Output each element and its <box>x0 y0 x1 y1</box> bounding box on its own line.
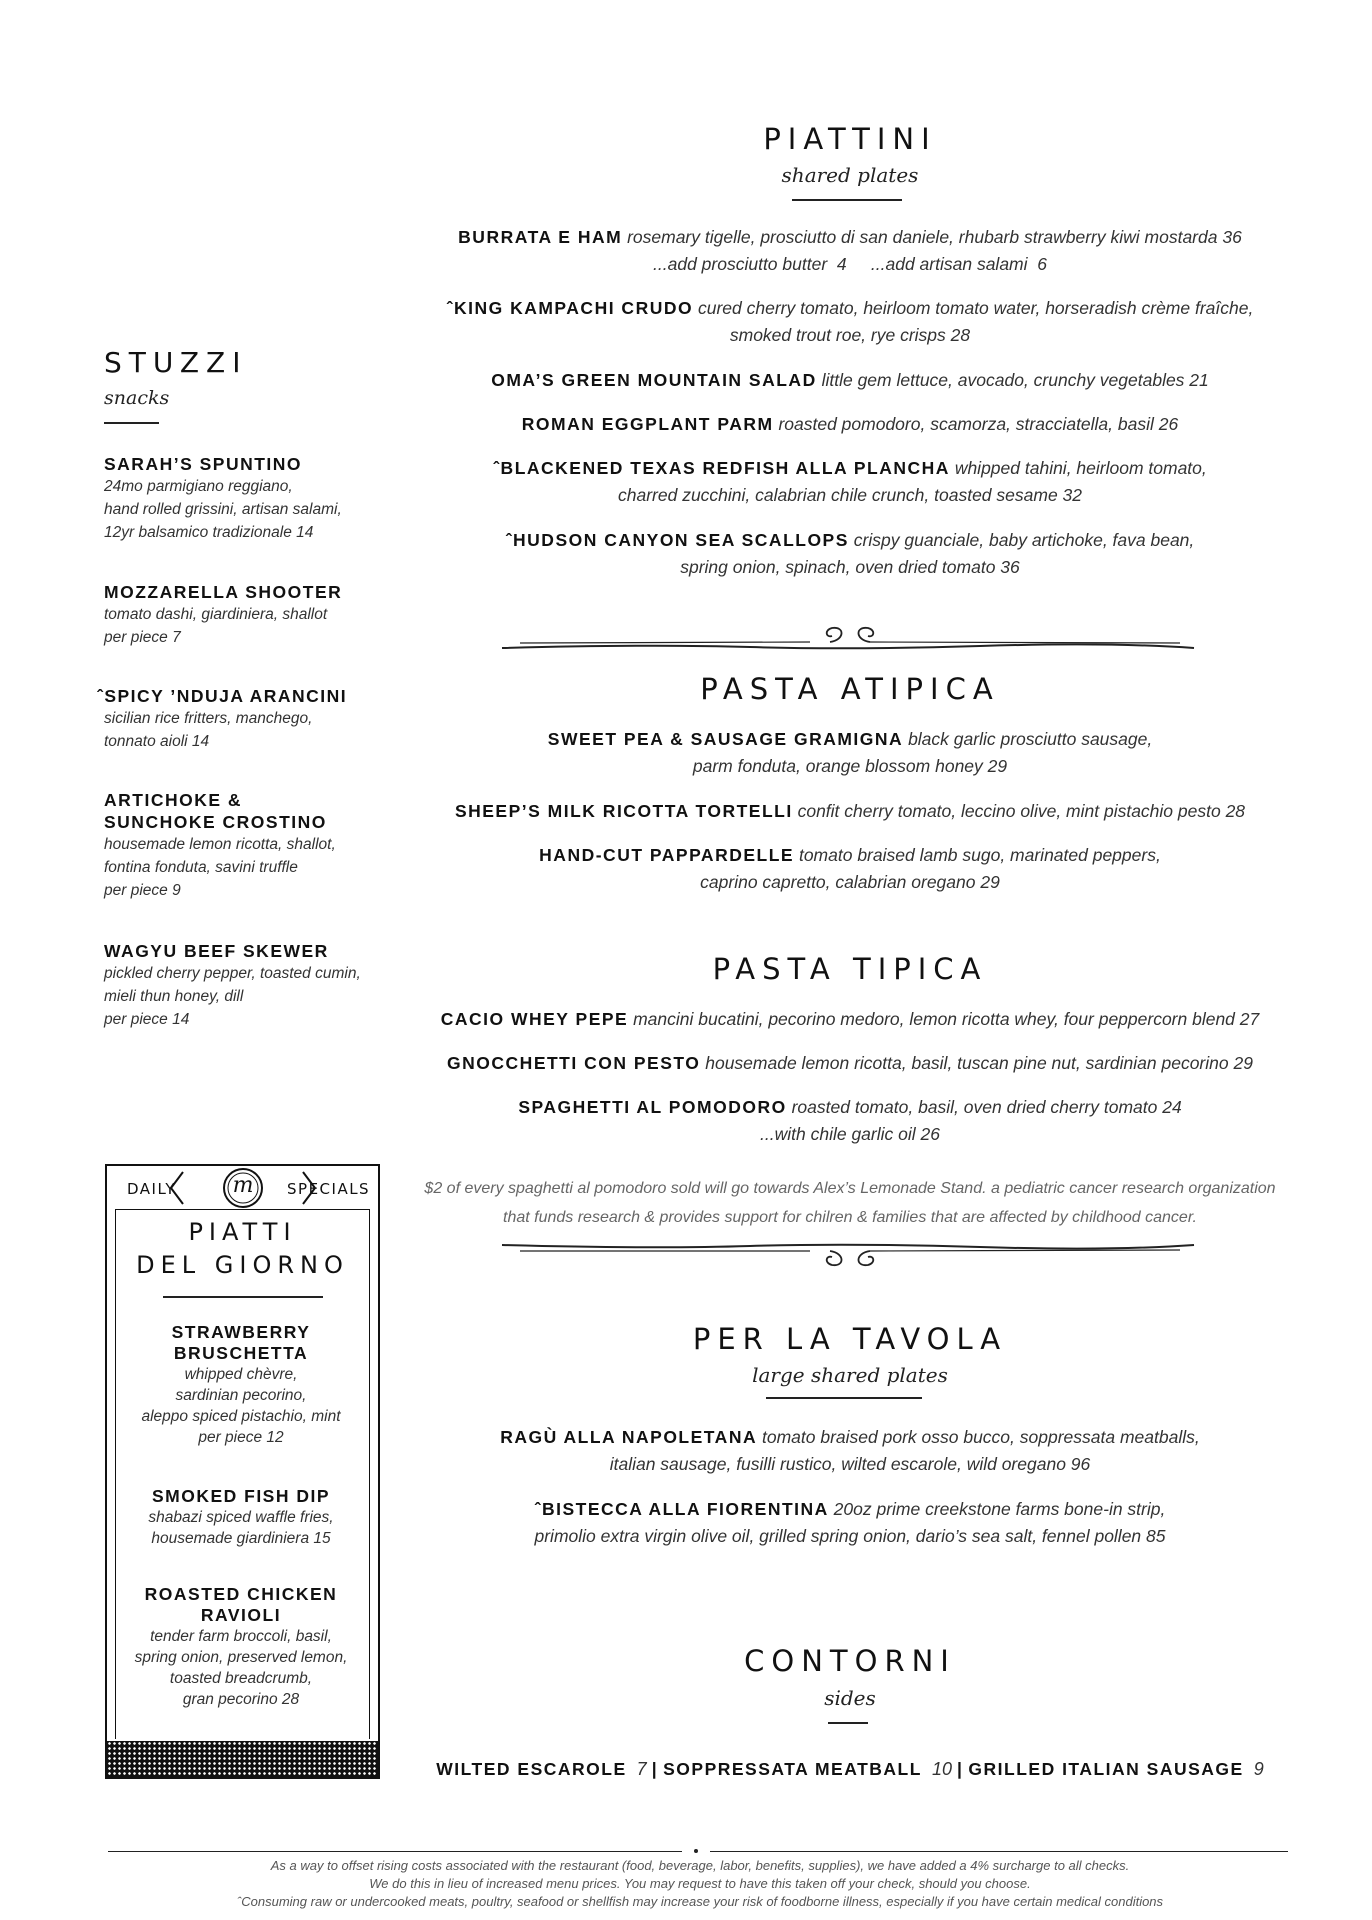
ornamental-divider <box>500 1235 1200 1271</box>
item-name: RAVIOLI <box>200 1605 282 1625</box>
side-name: SOPPRESSATA MEATBALL <box>663 1759 922 1779</box>
stuzzi-title: STUZZI <box>104 346 248 379</box>
pasta-tipica-title: PASTA TIPICA <box>712 952 988 986</box>
item-desc-line2: ...with chile garlic oil 26 <box>760 1124 940 1144</box>
side-separator: | <box>956 1759 964 1779</box>
item-name: RAGÙ ALLA NAPOLETANA <box>500 1427 758 1447</box>
footer-line2: We do this in lieu of increased menu prices. You may request to have this taken off your check, should you choose. <box>369 1876 1031 1891</box>
specials-title-underline <box>163 1296 323 1298</box>
specials-pattern-footer <box>107 1741 378 1777</box>
contorni-list <box>400 1756 1300 1783</box>
stuzzi-underline <box>104 422 159 424</box>
footer-rule-right <box>710 1851 1288 1852</box>
charity-note-line2: that funds research & provides support for chilren & families that are affected by childhood cancer. <box>503 1209 1197 1226</box>
item-desc: little gem lettuce, avocado, crunchy vegetables 21 <box>821 370 1209 390</box>
item-desc-line2: primolio extra virgin olive oil, grilled spring onion, dario’s sea salt, fennel pollen 85 <box>534 1526 1166 1546</box>
menu-item-tortelli <box>420 798 1280 825</box>
item-desc-line2: spring onion, spinach, oven dried tomato 36 <box>680 557 1020 577</box>
footer-rule-dot <box>694 1849 698 1853</box>
charity-note <box>400 1174 1300 1232</box>
per-la-tavola-subtitle: large shared plates <box>752 1363 948 1387</box>
charity-note-line1: $2 of every spaghetti al pomodoro sold will go towards Alex’s Lemonade Stand. a pediatric cancer research organization <box>424 1180 1276 1197</box>
item-desc-line2: ...add prosciutto butter 4 ...add artisan salami 6 <box>653 254 1047 274</box>
snack-item-crostino <box>104 789 394 902</box>
contorni-title: CONTORNI <box>744 1644 956 1678</box>
item-desc: black garlic prosciutto sausage, <box>908 729 1153 749</box>
item-desc: 24mo parmigiano reggiano, <box>104 478 293 495</box>
specials-title-line1: PIATTI <box>188 1218 297 1246</box>
item-name: ˆBLACKENED TEXAS REDFISH ALLA PLANCHA <box>493 458 950 478</box>
snack-item-arancini <box>97 685 387 753</box>
contorni-subtitle: sides <box>824 1686 876 1710</box>
item-desc: fontina fonduta, savini truffle <box>104 859 298 876</box>
piattini-subtitle: shared plates <box>781 163 919 187</box>
item-desc-line2: charred zucchini, calabrian chile crunch, toasted sesame 32 <box>618 485 1082 505</box>
menu-item-pappardelle <box>420 842 1280 896</box>
item-name: ˆBISTECCA ALLA FIORENTINA <box>534 1499 829 1519</box>
special-item-ravioli <box>110 1584 372 1710</box>
item-desc: roasted pomodoro, scamorza, stracciatella, basil 26 <box>778 414 1179 434</box>
item-name: ROASTED CHICKEN <box>144 1584 338 1604</box>
item-desc: cured cherry tomato, heirloom tomato water, horseradish crème fraîche, <box>697 298 1254 318</box>
item-desc: 20oz prime creekstone farms bone-in strip, <box>833 1499 1166 1519</box>
item-desc: gran pecorino 28 <box>182 1691 300 1708</box>
item-desc: toasted breadcrumb, <box>169 1670 313 1687</box>
item-desc-line2: italian sausage, fusilli rustico, wilted escarole, wild oregano 96 <box>609 1454 1091 1474</box>
item-desc: housemade lemon ricotta, basil, tuscan pine nut, sardinian pecorino 29 <box>705 1053 1253 1073</box>
item-desc-line2: caprino capretto, calabrian oregano 29 <box>700 872 1000 892</box>
item-desc: aleppo spiced pistachio, mint <box>141 1408 341 1425</box>
menu-item-scallops <box>420 527 1280 581</box>
item-desc: shabazi spiced waffle fries, <box>148 1509 334 1526</box>
item-name: ROMAN EGGPLANT PARM <box>521 414 774 434</box>
item-name: SMOKED FISH DIP <box>151 1486 331 1506</box>
item-name: BRUSCHETTA <box>173 1343 309 1363</box>
per-la-tavola-underline <box>766 1397 922 1399</box>
item-name: ˆSPICY ’NDUJA ARANCINI <box>97 686 348 706</box>
item-desc: pickled cherry pepper, toasted cumin, <box>104 965 361 982</box>
item-name: ˆKING KAMPACHI CRUDO <box>446 298 694 318</box>
specials-tab-daily: DAILY <box>127 1180 176 1198</box>
menu-item-gnocchetti <box>420 1050 1280 1077</box>
menu-item-green-salad <box>420 367 1280 394</box>
side-price: 9 <box>1253 1759 1264 1779</box>
item-desc-line2: smoked trout roe, rye crisps 28 <box>729 325 971 345</box>
item-desc: spring onion, preserved lemon, <box>134 1649 348 1666</box>
item-desc: confit cherry tomato, leccino olive, mint pistachio pesto 28 <box>797 801 1246 821</box>
item-name: OMA’S GREEN MOUNTAIN SALAD <box>491 370 817 390</box>
item-name: SWEET PEA & SAUSAGE GRAMIGNA <box>547 729 904 749</box>
item-desc: housemade giardiniera 15 <box>151 1530 331 1547</box>
item-desc: 12yr balsamico tradizionale 14 <box>104 524 314 541</box>
side-price: 7 <box>636 1759 647 1779</box>
menu-item-cacio-pepe <box>420 1006 1280 1033</box>
item-desc: roasted tomato, basil, oven dried cherry tomato 24 <box>791 1097 1182 1117</box>
special-item-fish-dip <box>110 1486 372 1549</box>
item-name: CACIO WHEY PEPE <box>440 1009 629 1029</box>
specials-logo-letter: m <box>232 1173 254 1198</box>
menu-item-bistecca <box>420 1496 1280 1550</box>
item-desc: per piece 9 <box>104 882 181 899</box>
piattini-underline <box>792 199 902 201</box>
menu-item-spaghetti <box>420 1094 1280 1148</box>
snack-item-mozzarella <box>104 581 394 649</box>
specials-tab-specials: SPECIALS <box>287 1180 371 1198</box>
item-desc: mancini bucatini, pecorino medoro, lemon ricotta whey, four peppercorn blend 27 <box>633 1009 1260 1029</box>
item-desc: per piece 12 <box>198 1429 284 1446</box>
item-name: SARAH’S SPUNTINO <box>104 454 303 474</box>
item-desc: tonnato aioli 14 <box>104 733 210 750</box>
item-name: WAGYU BEEF SKEWER <box>104 941 329 961</box>
item-desc: hand rolled grissini, artisan salami, <box>104 501 342 518</box>
menu-item-eggplant <box>420 411 1280 438</box>
item-desc: per piece 7 <box>104 629 181 646</box>
item-desc: per piece 14 <box>104 1011 190 1028</box>
item-name: STRAWBERRY <box>171 1322 311 1342</box>
side-name: WILTED ESCAROLE <box>436 1759 627 1779</box>
item-name: SUNCHOKE CROSTINO <box>104 812 327 832</box>
menu-item-redfish <box>420 455 1280 509</box>
menu-item-kampachi <box>420 295 1280 349</box>
item-desc: sicilian rice fritters, manchego, <box>104 710 313 727</box>
item-desc: tomato braised lamb sugo, marinated peppers, <box>798 845 1161 865</box>
menu-item-ragu <box>420 1424 1280 1478</box>
side-name: GRILLED ITALIAN SAUSAGE <box>968 1759 1244 1779</box>
item-desc: whipped chèvre, <box>184 1366 298 1383</box>
contorni-underline <box>828 1722 868 1724</box>
item-name: GNOCCHETTI CON PESTO <box>447 1053 701 1073</box>
item-desc: whipped tahini, heirloom tomato, <box>954 458 1207 478</box>
side-separator: | <box>651 1759 659 1779</box>
menu-item-gramigna <box>420 726 1280 780</box>
item-desc: rosemary tigelle, prosciutto di san daniele, rhubarb strawberry kiwi mostarda 36 <box>627 227 1242 247</box>
item-desc: crispy guanciale, baby artichoke, fava bean, <box>853 530 1195 550</box>
item-desc: tomato dashi, giardiniera, shallot <box>104 606 328 623</box>
item-desc: mieli thun honey, dill <box>104 988 244 1005</box>
specials-title-line2: DEL GIORNO <box>136 1251 349 1279</box>
item-name: ˆHUDSON CANYON SEA SCALLOPS <box>505 530 849 550</box>
item-name: BURRATA E HAM <box>458 227 623 247</box>
footer-notes <box>140 1857 1260 1911</box>
per-la-tavola-title: PER LA TAVOLA <box>692 1322 1008 1356</box>
item-desc: tender farm broccoli, basil, <box>150 1628 332 1645</box>
piattini-title: PIATTINI <box>763 122 937 156</box>
footer-line3: ˆConsuming raw or undercooked meats, poultry, seafood or shellfish may increase your risk of foodborne illness, especially if you have certain medical conditions <box>236 1894 1164 1909</box>
stuzzi-subtitle: snacks <box>104 387 170 409</box>
item-desc: sardinian pecorino, <box>175 1387 307 1404</box>
footer-rule-left <box>108 1851 682 1852</box>
side-price: 10 <box>931 1759 952 1779</box>
pasta-atipica-title: PASTA ATIPICA <box>700 672 1000 706</box>
footer-line1: As a way to offset rising costs associated with the restaurant (food, beverage, labor, benefits, supplies), we have added a 4% surcharge to all checks. <box>270 1858 1130 1873</box>
item-desc: housemade lemon ricotta, shallot, <box>104 836 336 853</box>
item-name: ARTICHOKE & <box>104 790 243 810</box>
special-item-bruschetta <box>110 1322 372 1448</box>
ornamental-divider <box>500 622 1200 658</box>
item-desc-line2: parm fonduta, orange blossom honey 29 <box>692 756 1008 776</box>
item-name: HAND-CUT PAPPARDELLE <box>539 845 795 865</box>
snack-item-wagyu <box>104 940 394 1031</box>
item-name: SHEEP’S MILK RICOTTA TORTELLI <box>454 801 793 821</box>
item-desc: tomato braised pork osso bucco, soppressata meatballs, <box>761 1427 1200 1447</box>
item-name: MOZZARELLA SHOOTER <box>104 582 343 602</box>
snack-item-spuntino <box>104 453 394 544</box>
item-name: SPAGHETTI AL POMODORO <box>518 1097 787 1117</box>
menu-item-burrata <box>420 224 1280 278</box>
